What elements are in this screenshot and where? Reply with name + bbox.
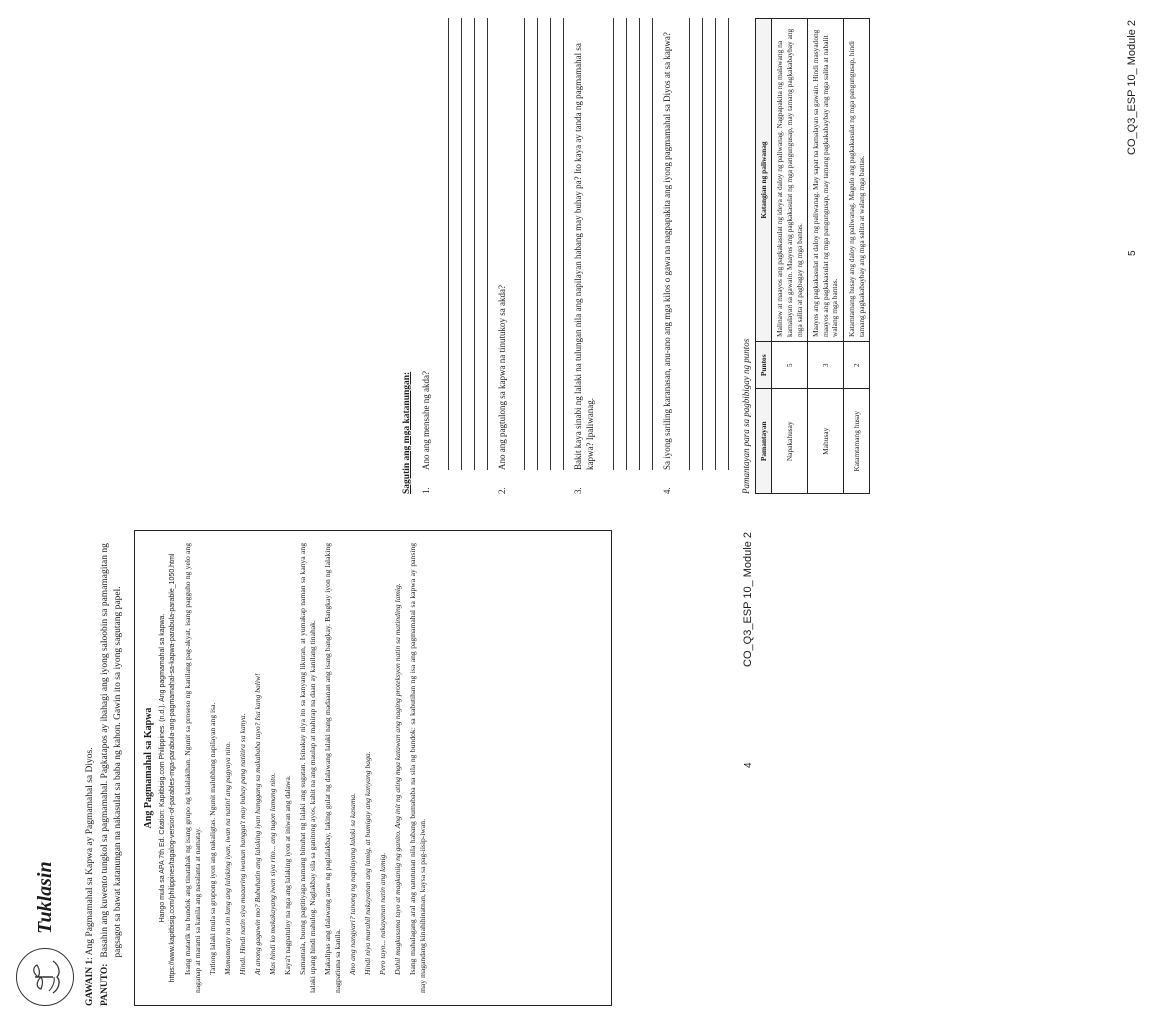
activity-label: GAWAIN 1 (85, 959, 95, 1006)
answer-line[interactable] (716, 18, 729, 470)
rubric-criterion: Mahusay (808, 389, 844, 494)
answer-line[interactable] (614, 18, 627, 470)
rubric-description: Katamtamang husay ang daloy ng paliwanag. Magulo ang pagkakasulat ng mga pangungusap, hindi tamang pagkakabaybay ang mga salita at walang mga bantas. (844, 19, 870, 342)
question-list (420, 18, 729, 494)
question-number: 4. (661, 487, 672, 494)
story-paragraph: Makalipas ang dalawang araw ng paglalakbay, laking gulat ng dalawang lalaki nang madaanan ang isang bangkay. Bangkay iyon ng lalaking nagpatiuna sa kanila. (322, 543, 342, 993)
hands-holding-sprout-icon (16, 948, 74, 1006)
story-title: Ang Pagmamahal sa Kapwa (143, 707, 155, 829)
answer-line[interactable] (601, 18, 614, 470)
answer-line[interactable] (551, 18, 564, 470)
story-paragraph: Kaya't nagpatuloy na nga ang lalaking iyon at iniwan ang dalawa. (282, 775, 292, 975)
story-box (134, 530, 612, 1006)
story-paragraph: At anong gagawin mo? Bubuhatin ang lalaking iyan hanggang sa makababa tayo? Isa kang baliw! (252, 673, 262, 975)
answer-lines (677, 18, 729, 470)
story-paragraph: Mas hindi ko makakayang iwan siya rito... ang tugon lamang nito. (267, 772, 277, 975)
rubric-points: 3 (808, 342, 844, 390)
instructions-label: PANUTO: (99, 963, 110, 1006)
story-paragraph: Isang mahalagang aral ang natutunan nila habang bumababa na sila ng bundok: sa kabutihan ng isa ang pagmamahal sa kapwa ay pansing may magandang kinahihinatnan, kaysa sa pag-iisip-iwan. (407, 543, 427, 993)
question-number: 1. (421, 487, 431, 494)
answer-line[interactable] (703, 18, 716, 470)
answer-line[interactable] (627, 18, 640, 470)
story-paragraph: Samantala, buong pagtitiyaga namang binuhat ng lalaki ang sugatan. Isinakay niya ito sa kanyang likuran, at yumakap naman sa kanya ang lalaki upang hindi mahulog. Naglakbay sila sa ganitong ayos, kahit na ang maulap at mahirap na daan ay kanilang tinahak. (297, 543, 317, 993)
page-number: 5 (1127, 250, 1138, 256)
story-paragraph: Hindi niya marahil nakayanan ang lamig, at bumigay ang kanyang baga. (362, 751, 372, 975)
answer-line[interactable] (512, 18, 525, 470)
story-paragraph: Mamamatay na rin lang ang lalaking iyan, iwan na natin! ang pagyaya nito. (222, 741, 232, 975)
question-text: Bakit kaya sinabi ng lalaki na tulungan nila ang napilayan habang may buhay pa? Ito kaya ay tanda ng pagmamahal sa kapwa? Ipaliwanag. (573, 43, 596, 470)
module-code: CO_Q3_ESP 10_ Module 2 (742, 532, 754, 667)
answer-line[interactable] (538, 18, 551, 470)
answer-lines (601, 18, 653, 470)
answer-line[interactable] (690, 18, 703, 470)
question-number: 3. (573, 487, 584, 494)
question-text: Ano ang mensahe ng akda? (421, 371, 431, 470)
question-number: 2. (497, 487, 508, 494)
page-number: 4 (743, 762, 754, 768)
answer-line[interactable] (462, 18, 475, 470)
rubric-points: 2 (844, 342, 870, 390)
rubric-row (772, 19, 808, 494)
story-paragraph: Hindi. Hindi natin siya maaaring iwanan hangga't may buhay pang natitira sa kanya. (237, 713, 247, 975)
question-item (496, 18, 564, 494)
rubric-header: Katangian ng paliwanag (755, 19, 772, 342)
activity-text: : Ang Pagmamahal sa Kapwa ay Pagmamahal sa Diyos. (85, 747, 95, 960)
question-item (420, 18, 488, 494)
rubric-row (808, 19, 844, 494)
story-paragraph: Ano ang nangyari? tanong ng napilayang lalaki sa kasama. (347, 792, 357, 975)
answer-line[interactable] (475, 18, 488, 470)
instructions (99, 530, 125, 1006)
page-content (398, 18, 1132, 494)
question-item (661, 18, 729, 494)
question-text: Sa iyong sariling karanasan, anu-ano ang mga kilos o gawa na nagpapakita ang iyong pagmamahal sa Diyos at sa kapwa? (661, 32, 672, 470)
answer-line[interactable] (525, 18, 538, 470)
answer-line[interactable] (640, 18, 653, 470)
story-paragraph: Dahil magkasama tayo at magkaniig ng ganito. Ang init ng ating mga katawan ang naging proteksyon natin sa matinding lamig. (392, 583, 402, 975)
answer-lines (512, 18, 564, 470)
rubric-description: Malinaw at maayos ang pagkakasulat ng ideya at daloy ng paliwanag. Nagpapakita ng malawang na kamalayan sa gawain. Maayos ang pagkakasulat ng mga pangungusap, may tamang pagkakabaybay ang mga salita at pagbagay ng mga bantas. (772, 19, 808, 342)
rubric-table (755, 18, 871, 494)
rubric-criterion: Katamtamang husay (844, 389, 870, 494)
rubric-header-row (755, 19, 772, 494)
module-page-4 (0, 512, 768, 1024)
story-paragraph: Pero tayo... nakayanan natin ang lamig. (377, 852, 387, 975)
story-paragraph: Isang matarik na bundok ang tinatahak ng isang grupo ng kalalakihan. Ngunit sa proseso ng kanilang pag-akyat, isang pagguho ng yelo ang naganap at marami sa kanila ang nasalanta at namatay. (182, 543, 202, 993)
question-text: Ano ang pagtulong sa kapwa na tinutukoy sa akda? (497, 285, 508, 470)
rubric-header: Pamantayan (755, 389, 772, 494)
story-body (183, 543, 428, 993)
question-item (572, 18, 652, 494)
answer-line[interactable] (449, 18, 462, 470)
answer-line[interactable] (677, 18, 690, 470)
rubric-description: Maayos ang pagkakasulat at daloy ng paliwanag. May sapat na kamalayan sa gawain. Hindi masyadong maayos ang pagkakasulat ng mga pangungusap, may tamang pagkakabaybay ang mga salita at nabalit walang mga bantas. (808, 19, 844, 342)
page-content (14, 530, 748, 1006)
rubric-criterion: Napakahusay (772, 389, 808, 494)
module-page-5 (384, 0, 1152, 512)
rubric-title: Pamantayan para sa pagbibigay ng puntos (740, 338, 751, 494)
story-paragraph: Tatlong lalaki mula sa grupong iyon ang nakaligtas. Ngunit malubhang napilayan ang isa. (207, 702, 217, 975)
rubric-points: 5 (772, 342, 808, 390)
rubric-header: Puntos (755, 342, 772, 390)
rubric-row (844, 19, 870, 494)
instructions-text: Basahin ang kuwento tungkol sa pagmamahal. Pagkatapos ay ibahagi ang iyong saloobin sa pamamagitan ng pagsagot sa bawat katanungan na nakasulat sa baba ng kahon. Gawin ito sa iyong sagutang papel. (99, 543, 123, 958)
module-code: CO_Q3_ESP 10_ Module 2 (1126, 20, 1138, 155)
section-header (14, 530, 76, 1006)
answer-line[interactable] (436, 18, 449, 470)
answer-lines (436, 18, 488, 470)
questions-heading: Sagutin ang mga katanungan: (402, 371, 412, 494)
activity-line (84, 530, 97, 1006)
story-citation: Hango mula sa APA 7th Ed. Citation: Kapitbisig.com Philippines. (n.d.). Ang pagmamahal sa kapwa. https://www.kapitbisig.com/philippines/tagalog-version-of-parables-mga-parabula-ang-pagmamahal-sa-kapwa-parabula-parable_1050.html (159, 553, 176, 983)
section-title: Tuklasin (33, 861, 56, 934)
